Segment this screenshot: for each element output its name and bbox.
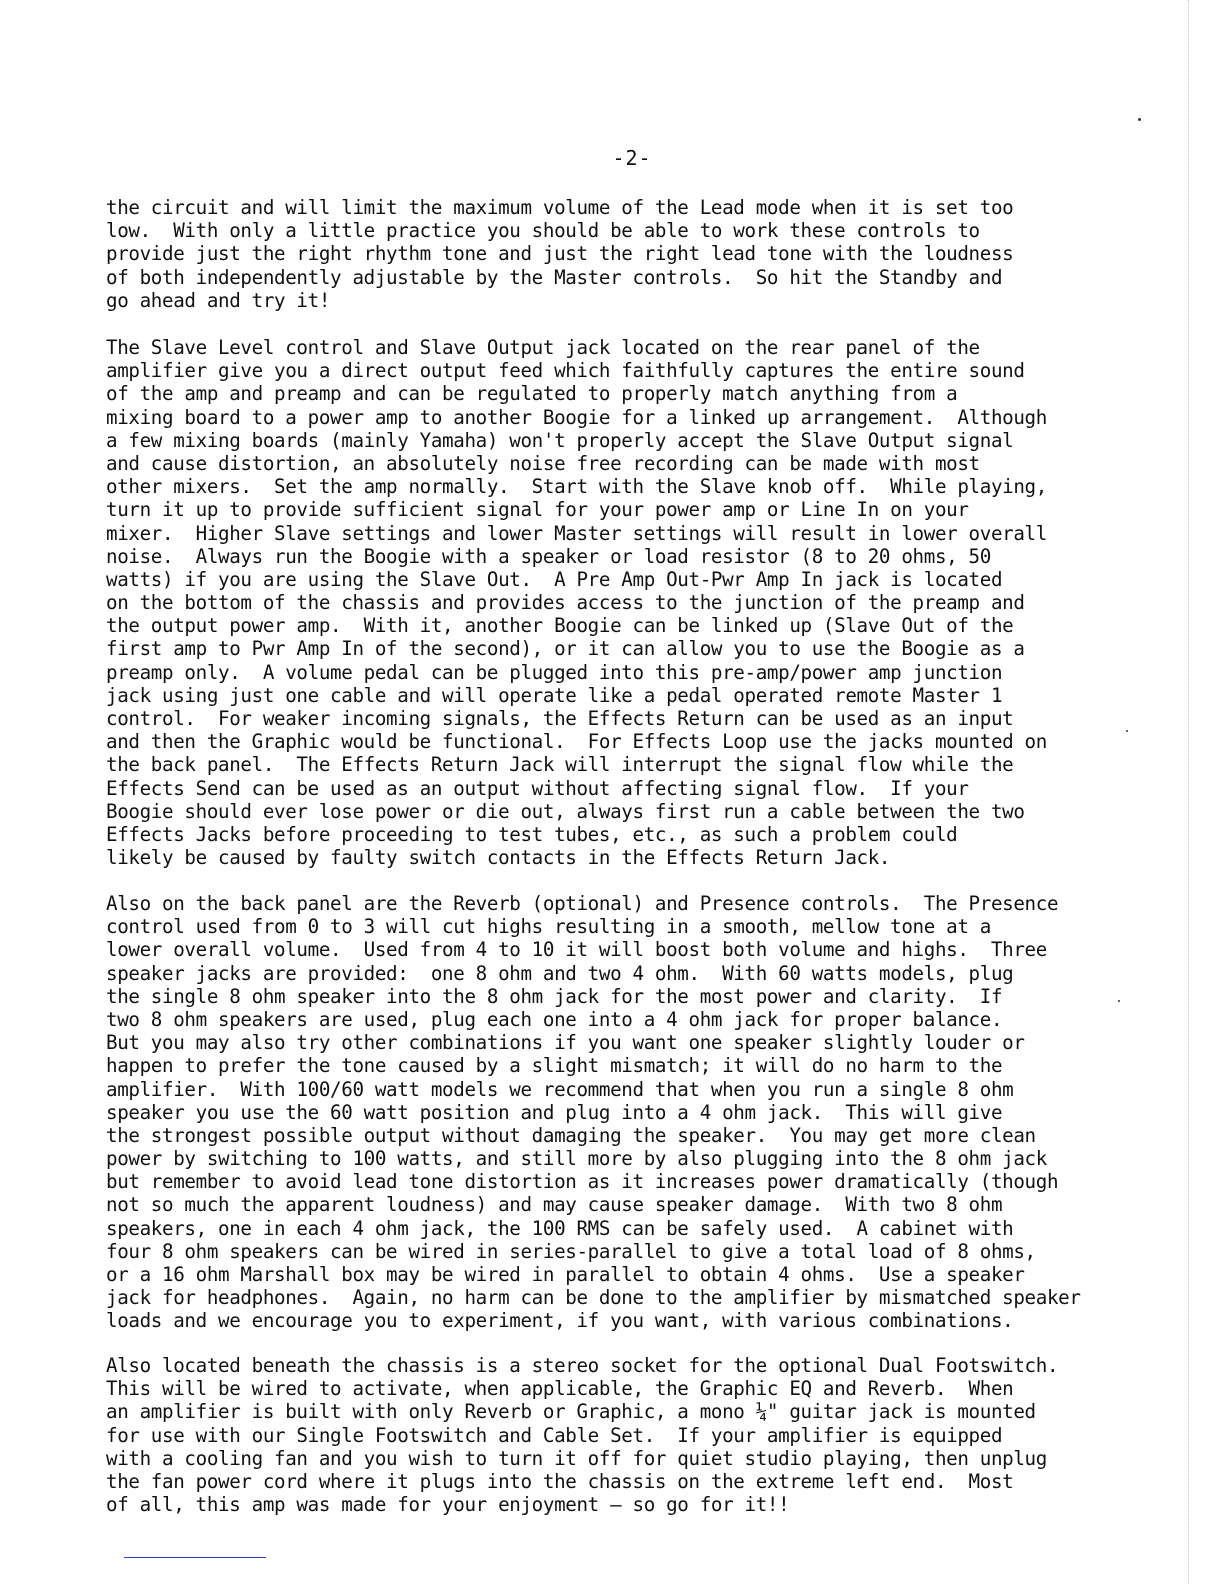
- text-line: control used from 0 to 3 will cut highs resulting in a smooth, mellow tone at a: [106, 915, 991, 939]
- text-line: low. With only a little practice you should be able to work these controls to: [106, 219, 980, 243]
- text-line: speaker you use the 60 watt position and plug into a 4 ohm jack. This will give: [106, 1100, 1003, 1124]
- text-line: control. For weaker incoming signals, the Effects Return can be used as an input: [106, 707, 1014, 730]
- text-line: of both independently adjustable by the Master controls. So hit the Standby and: [106, 265, 1003, 289]
- text-line: Effects Jacks before proceeding to test tubes, etc., as such a problem could: [106, 822, 958, 846]
- text-line: but remember to avoid lead tone distortion as it increases power dramatically (though: [106, 1170, 1059, 1194]
- paragraph-back-panel-controls: [106, 892, 1146, 1333]
- text-line: with a cooling fan and you wish to turn it off for quiet studio playing, then unplug: [106, 1446, 1047, 1470]
- paragraph-slave-output: [106, 336, 1146, 869]
- text-line: Also on the back panel are the Reverb (optional) and Presence controls. The Presence: [106, 892, 1059, 915]
- text-line: a few mixing boards (mainly Yamaha) won't properly accept the Slave Output signal: [106, 428, 1014, 452]
- text-line: other mixers. Set the amp normally. Start with the Slave knob off. While playing,: [106, 475, 1047, 499]
- text-line: not so much the apparent loudness) and may cause speaker damage. With two 8 ohm: [106, 1193, 1003, 1217]
- text-line: jack using just one cable and will operate like a pedal operated remote Master 1: [106, 683, 1003, 707]
- text-line: two 8 ohm speakers are used, plug each one into a 4 ohm jack for proper balance.: [106, 1007, 1003, 1031]
- text-line: Also located beneath the chassis is a stereo socket for the optional Dual Footswitch.: [106, 1354, 1059, 1377]
- text-line: turn it up to provide sufficient signal for your power amp or Line In on your: [106, 498, 969, 522]
- text-line: Boogie should ever lose power or die out, always first run a cable between the two: [106, 799, 1025, 823]
- text-line: Effects Send can be used as an output without affecting signal flow. If your: [106, 776, 969, 800]
- text-line: go ahead and try it!: [106, 288, 331, 312]
- text-line: noise. Always run the Boogie with a speaker or load resistor (8 to 20 ohms, 50: [106, 544, 991, 568]
- text-line: first amp to Pwr Amp In of the second), or it can allow you to use the Boogie as a: [106, 637, 1025, 661]
- text-line: loads and we encourage you to experiment, if you want, with various combinations.: [106, 1309, 1014, 1333]
- text-line: mixing board to a power amp to another Boogie for a linked up arrangement. Although: [106, 405, 1047, 429]
- text-line: preamp only. A volume pedal can be plugged into this pre-amp/power amp junction: [106, 660, 1003, 684]
- text-line: the circuit and will limit the maximum volume of the Lead mode when it is set too: [106, 196, 1014, 219]
- text-line: the fan power cord where it plugs into the chassis on the extreme left end. Most: [106, 1469, 1014, 1493]
- text-line: likely be caused by faulty switch contacts in the Effects Return Jack.: [106, 846, 891, 870]
- text-line: and then the Graphic would be functional. For Effects Loop use the jacks mounted on: [106, 730, 1047, 754]
- text-line: speaker jacks are provided: one 8 ohm and two 4 ohm. With 60 watts models, plug: [106, 961, 1014, 985]
- text-line: power by switching to 100 watts, and still more by also plugging into the 8 ohm jack: [106, 1147, 1047, 1171]
- text-line: the back panel. The Effects Return Jack will interrupt the signal flow while the: [106, 753, 1014, 777]
- scan-speck: [1138, 118, 1141, 121]
- text-line: amplifier. With 100/60 watt models we recommend that when you run a single 8 ohm: [106, 1077, 1014, 1101]
- text-line: the output power amp. With it, another Boogie can be linked up (Slave Out of the: [106, 614, 1014, 638]
- text-line: The Slave Level control and Slave Output jack located on the rear panel of the: [106, 336, 980, 359]
- text-line: on the bottom of the chassis and provides access to the junction of the preamp and: [106, 591, 1025, 615]
- text-line: and cause distortion, an absolutely noise free recording can be made with most: [106, 451, 980, 475]
- text-line: But you may also try other combinations if you want one speaker slightly louder or: [106, 1031, 1025, 1055]
- scan-speck: [1118, 1000, 1120, 1002]
- text-line: or a 16 ohm Marshall box may be wired in parallel to obtain 4 ohms. Use a speaker: [106, 1263, 1025, 1286]
- page-number: -2-: [612, 146, 652, 170]
- text-line: speakers, one in each 4 ohm jack, the 100 RMS can be safely used. A cabinet with: [106, 1216, 1014, 1240]
- scan-speck: [1126, 730, 1128, 732]
- text-line: lower overall volume. Used from 4 to 10 it will boost both volume and highs. Three: [106, 938, 1047, 962]
- text-line: mixer. Higher Slave settings and lower Master settings will result in lower overall: [106, 521, 1047, 545]
- text-line: four 8 ohm speakers can be wired in series-parallel to give a total load of 8 ohms,: [106, 1239, 1036, 1263]
- text-line: happen to prefer the tone caused by a slight mismatch; it will do no harm to the: [106, 1054, 1003, 1078]
- text-line: provide just the right rhythm tone and just the right lead tone with the loudness: [106, 242, 1014, 266]
- text-line: of the amp and preamp and can be regulated to properly match anything from a: [106, 382, 958, 406]
- text-line: the strongest possible output without damaging the speaker. You may get more clean: [106, 1123, 1036, 1147]
- scan-edge-line: [1188, 0, 1189, 1584]
- footnote-rule: [124, 1557, 266, 1558]
- text-line: amplifier give you a direct output feed which faithfully captures the entire sound: [106, 359, 1025, 383]
- text-line: the single 8 ohm speaker into the 8 ohm jack for the most power and clarity. If: [106, 984, 1003, 1008]
- paragraph-footswitch: [106, 1354, 1146, 1516]
- text-line: This will be wired to activate, when applicable, the Graphic EQ and Reverb. When: [106, 1377, 1014, 1401]
- text-line: jack for headphones. Again, no harm can be done to the amplifier by mismatched speaker: [106, 1286, 1081, 1310]
- text-line: of all, this amp was made for your enjoyment — so go for it!!: [106, 1493, 790, 1517]
- text-line: an amplifier is built with only Reverb or Graphic, a mono ¼" guitar jack is mounted: [106, 1400, 1036, 1424]
- paragraph-preamp-controls: [106, 196, 1146, 312]
- text-line: for use with our Single Footswitch and Cable Set. If your amplifier is equipped: [106, 1423, 1003, 1447]
- text-line: watts) if you are using the Slave Out. A Pre Amp Out-Pwr Amp In jack is located: [106, 567, 1003, 591]
